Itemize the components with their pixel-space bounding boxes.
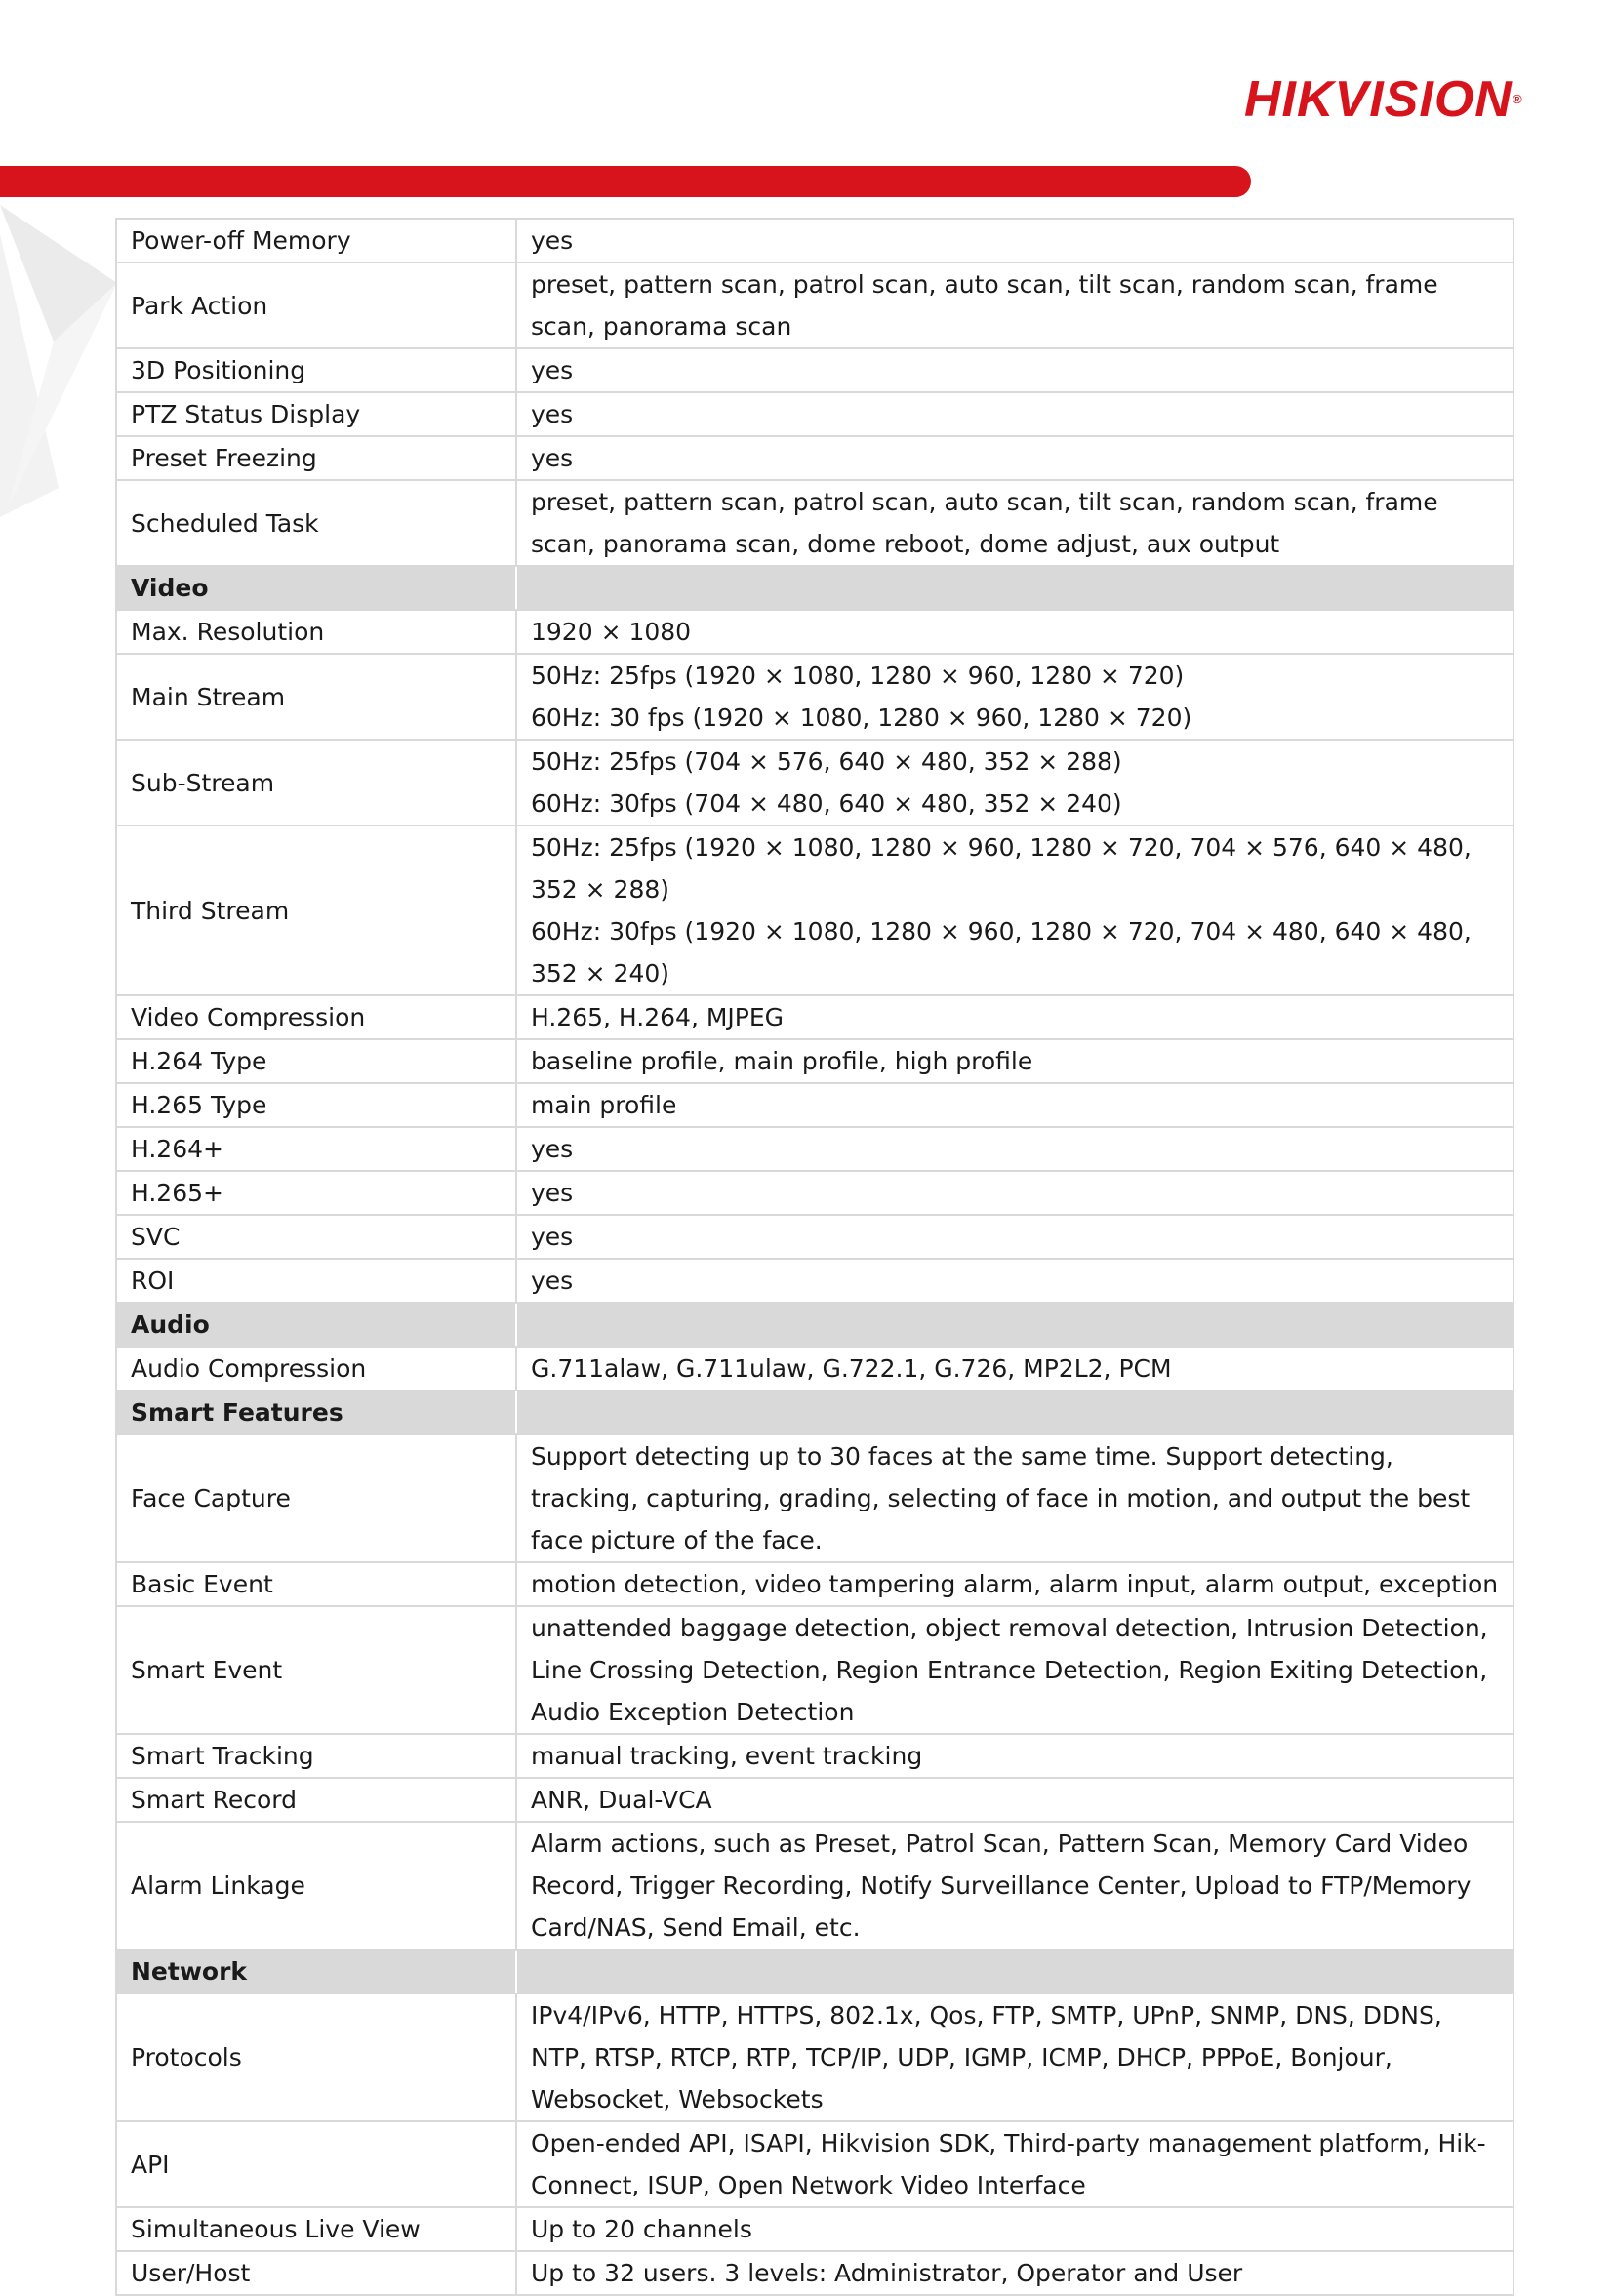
spec-label: User/Host <box>116 2251 516 2295</box>
section-filler <box>516 566 1513 610</box>
spec-value-line: 60Hz: 30fps (1920 × 1080, 1280 × 960, 1280 × 720, 704 × 480, 640 × 480, 352 × 240) <box>531 917 1472 987</box>
spec-label: Protocols <box>116 1994 516 2121</box>
section-header-row <box>116 1950 1513 1994</box>
spec-value: yes <box>516 1215 1513 1259</box>
spec-label: Audio Compression <box>116 1347 516 1390</box>
spec-value: yes <box>516 1259 1513 1303</box>
spec-label: SVC <box>116 1215 516 1259</box>
section-title: Video <box>116 566 516 610</box>
registered-mark: ® <box>1512 92 1523 106</box>
spec-row <box>116 610 1513 654</box>
spec-row <box>116 740 1513 826</box>
section-title: Audio <box>116 1303 516 1347</box>
spec-value <box>516 654 1513 740</box>
spec-label: 3D Positioning <box>116 348 516 392</box>
spec-row <box>116 995 1513 1039</box>
spec-label: ROI <box>116 1259 516 1303</box>
spec-row <box>116 826 1513 995</box>
section-header-row <box>116 1303 1513 1347</box>
spec-row <box>116 1083 1513 1127</box>
spec-value: H.265, H.264, MJPEG <box>516 995 1513 1039</box>
spec-value <box>516 826 1513 995</box>
decorative-watermark-shape <box>0 195 127 527</box>
section-title: Network <box>116 1950 516 1994</box>
spec-row <box>116 1822 1513 1950</box>
spec-value: G.711alaw, G.711ulaw, G.722.1, G.726, MP2L2, PCM <box>516 1347 1513 1390</box>
spec-row <box>116 2207 1513 2251</box>
spec-label: Third Stream <box>116 826 516 995</box>
spec-label: Smart Record <box>116 1778 516 1822</box>
spec-value-line: 50Hz: 25fps (1920 × 1080, 1280 × 960, 1280 × 720, 704 × 576, 640 × 480, 352 × 288) <box>531 833 1472 904</box>
spec-label: H.265 Type <box>116 1083 516 1127</box>
spec-label: Face Capture <box>116 1434 516 1562</box>
spec-row <box>116 1127 1513 1171</box>
spec-value <box>516 740 1513 826</box>
section-title: Smart Features <box>116 1390 516 1434</box>
spec-row <box>116 2121 1513 2207</box>
spec-label: Alarm Linkage <box>116 1822 516 1950</box>
spec-value-line: 60Hz: 30 fps (1920 × 1080, 1280 × 960, 1280 × 720) <box>531 704 1192 732</box>
brand-logo <box>1244 72 1522 127</box>
spec-value-line: 50Hz: 25fps (1920 × 1080, 1280 × 960, 1280 × 720) <box>531 662 1185 690</box>
spec-label: Park Action <box>116 262 516 348</box>
spec-value-line: 60Hz: 30fps (704 × 480, 640 × 480, 352 × 240) <box>531 789 1122 818</box>
section-filler <box>516 1390 1513 1434</box>
spec-label: Power-off Memory <box>116 219 516 262</box>
spec-label: H.264+ <box>116 1127 516 1171</box>
spec-row <box>116 1215 1513 1259</box>
spec-value: baseline profile, main profile, high profile <box>516 1039 1513 1083</box>
spec-value: ANR, Dual-VCA <box>516 1778 1513 1822</box>
header-red-bar <box>0 166 1251 197</box>
spec-value: yes <box>516 1171 1513 1215</box>
spec-label: Smart Tracking <box>116 1734 516 1778</box>
spec-row <box>116 262 1513 348</box>
spec-value: Up to 20 channels <box>516 2207 1513 2251</box>
spec-label: Basic Event <box>116 1562 516 1606</box>
spec-label: PTZ Status Display <box>116 392 516 436</box>
spec-value: yes <box>516 348 1513 392</box>
spec-label: API <box>116 2121 516 2207</box>
spec-value: IPv4/IPv6, HTTP, HTTPS, 802.1x, Qos, FTP, SMTP, UPnP, SNMP, DNS, DDNS, NTP, RTSP, RTCP, RTP, TCP/IP, UDP, IGMP, ICMP, DHCP, PPPoE, Bonjour, Websocket, Websockets <box>516 1994 1513 2121</box>
spec-row <box>116 654 1513 740</box>
spec-row <box>116 1562 1513 1606</box>
spec-value: yes <box>516 219 1513 262</box>
spec-row <box>116 1734 1513 1778</box>
spec-row <box>116 1994 1513 2121</box>
spec-value: manual tracking, event tracking <box>516 1734 1513 1778</box>
spec-label: Sub-Stream <box>116 740 516 826</box>
spec-row <box>116 1606 1513 1734</box>
brand-name: HIKVISION <box>1244 71 1513 128</box>
spec-row <box>116 1039 1513 1083</box>
spec-label: Preset Freezing <box>116 436 516 480</box>
spec-value: preset, pattern scan, patrol scan, auto scan, tilt scan, random scan, frame scan, panorama scan, dome reboot, dome adjust, aux output <box>516 480 1513 566</box>
spec-row <box>116 436 1513 480</box>
spec-row <box>116 2251 1513 2295</box>
spec-label: Main Stream <box>116 654 516 740</box>
spec-row <box>116 1259 1513 1303</box>
spec-value: motion detection, video tampering alarm, alarm input, alarm output, exception <box>516 1562 1513 1606</box>
spec-value: Alarm actions, such as Preset, Patrol Scan, Pattern Scan, Memory Card Video Record, Trigger Recording, Notify Surveillance Center, Upload to FTP/Memory Card/NAS, Send Email, etc. <box>516 1822 1513 1950</box>
spec-label: Max. Resolution <box>116 610 516 654</box>
spec-row <box>116 1171 1513 1215</box>
spec-value: 1920 × 1080 <box>516 610 1513 654</box>
spec-value: yes <box>516 392 1513 436</box>
spec-row <box>116 219 1513 262</box>
spec-value: Support detecting up to 30 faces at the same time. Support detecting, tracking, capturing, grading, selecting of face in motion, and output the best face picture of the face. <box>516 1434 1513 1562</box>
spec-label: H.264 Type <box>116 1039 516 1083</box>
spec-row <box>116 480 1513 566</box>
spec-label: Simultaneous Live View <box>116 2207 516 2251</box>
spec-value: yes <box>516 436 1513 480</box>
spec-value: main profile <box>516 1083 1513 1127</box>
spec-value: Up to 32 users. 3 levels: Administrator, Operator and User <box>516 2251 1513 2295</box>
section-header-row <box>116 566 1513 610</box>
spec-row <box>116 1347 1513 1390</box>
spec-value: Open-ended API, ISAPI, Hikvision SDK, Third-party management platform, Hik-Connect, ISUP, Open Network Video Interface <box>516 2121 1513 2207</box>
spec-row <box>116 1778 1513 1822</box>
spec-value-line: 50Hz: 25fps (704 × 576, 640 × 480, 352 × 288) <box>531 747 1122 776</box>
section-header-row <box>116 1390 1513 1434</box>
spec-label: Scheduled Task <box>116 480 516 566</box>
spec-value: unattended baggage detection, object removal detection, Intrusion Detection, Line Crossing Detection, Region Entrance Detection, Region Exiting Detection, Audio Exception Detection <box>516 1606 1513 1734</box>
spec-row <box>116 392 1513 436</box>
spec-label: Video Compression <box>116 995 516 1039</box>
spec-label: H.265+ <box>116 1171 516 1215</box>
spec-table <box>115 218 1514 2296</box>
spec-value: yes <box>516 1127 1513 1171</box>
section-filler <box>516 1950 1513 1994</box>
section-filler <box>516 1303 1513 1347</box>
spec-label: Smart Event <box>116 1606 516 1734</box>
spec-row <box>116 348 1513 392</box>
spec-value: preset, pattern scan, patrol scan, auto scan, tilt scan, random scan, frame scan, panorama scan <box>516 262 1513 348</box>
spec-row <box>116 1434 1513 1562</box>
